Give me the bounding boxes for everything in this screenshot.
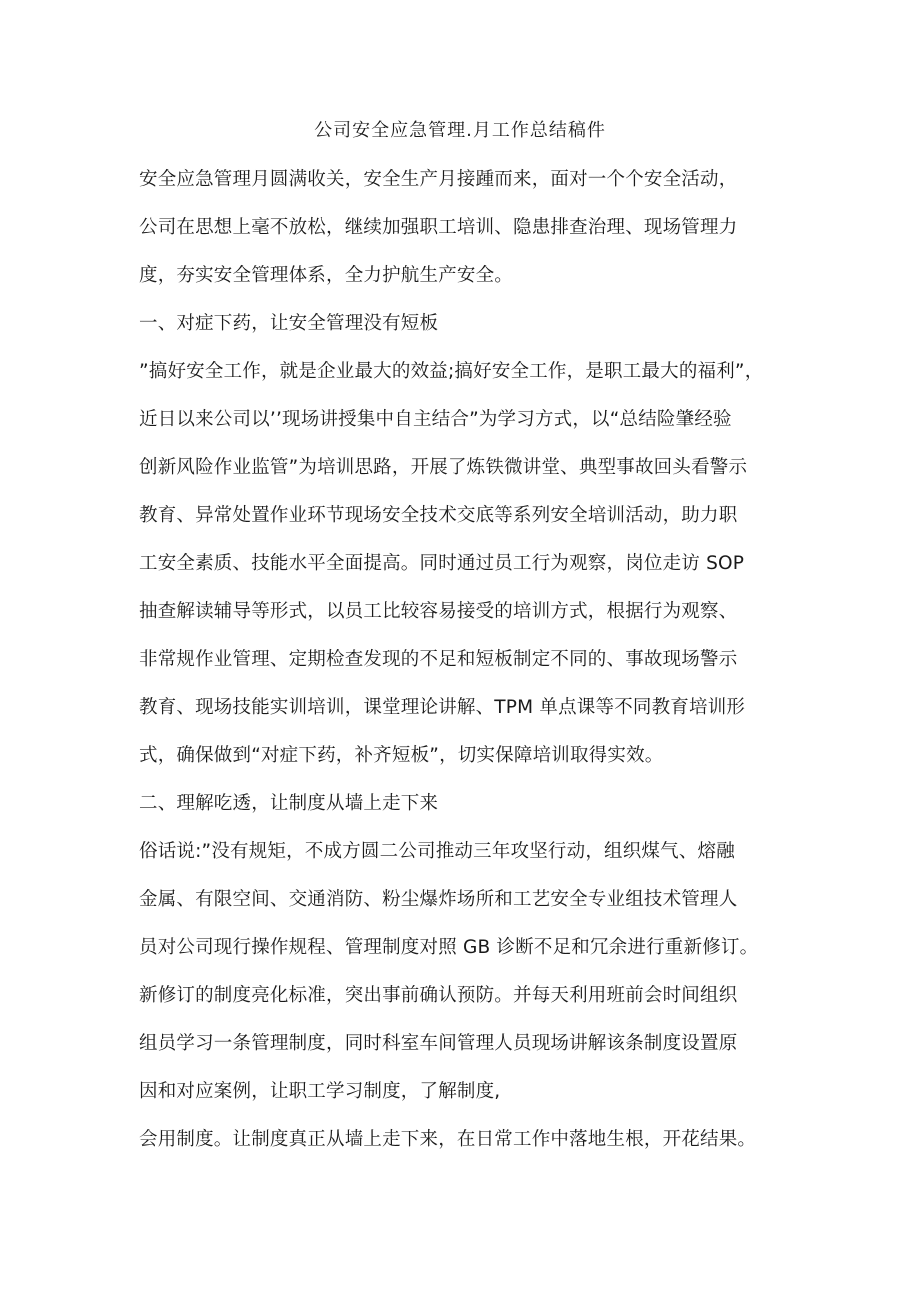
text-line: 安全应急管理月圆满收关，安全生产月接踵而来，面对一个个安全活动， (139, 169, 738, 190)
text-line: 非常规作业管理、定期检查发现的不足和短板制定不同的、事故现场警示 (139, 649, 738, 670)
text-line: 金属、有限空间、交通消防、粉尘爆炸场所和工艺安全专业组技术管理人 (139, 889, 738, 910)
text-line: 组员学习一条管理制度，同时科室车间管理人员现场讲解该条制度设置原 (139, 1033, 738, 1054)
text-line: 抽查解读辅导等形式，以员工比较容易接受的培训方式，根据行为观察、 (139, 601, 738, 622)
document-body (139, 165, 799, 1173)
text-line: ”搞好安全工作，就是企业最大的效益;搞好安全工作，是职工最大的福利”， (139, 361, 764, 382)
text-line: 教育、异常处置作业环节现场安全技术交底等系列安全培训活动，助力职 (139, 505, 738, 526)
text-line: 式，确保做到“对症下药，补齐短板”，切实保障培训取得实效。 (139, 745, 664, 766)
text-line: 员对公司现行操作规程、管理制度对照 GB 诊断不足和冗余进行重新修订。 (139, 937, 759, 958)
text-line: 度，夯实安全管理体系，全力护航生产安全。 (139, 265, 514, 286)
text-line: 新修订的制度亮化标准，突出事前确认预防。并每天利用班前会时间组织 (139, 985, 738, 1006)
text-line: 俗话说:”没有规矩，不成方圆二公司推动三年攻坚行动，组织煤气、熔融 (139, 841, 735, 862)
text-line: 教育、现场技能实训培训，课堂理论讲解、TPM 单点课等不同教育培训形 (139, 697, 746, 718)
text-line: 近日以来公司以’’现场讲授集中自主结合”为学习方式，以“总结险肇经验 (139, 409, 732, 430)
text-line: 因和对应案例，让职工学习制度，了解制度, (139, 1081, 501, 1102)
document-title: 公司安全应急管理.月工作总结稿件 (314, 120, 606, 141)
text-line: 公司在思想上毫不放松，继续加强职工培训、隐患排查治理、现场管理力 (139, 217, 738, 238)
text-line: 会用制度。让制度真正从墙上走下来，在日常工作中落地生根，开花结果。 (139, 1129, 757, 1150)
section-heading-1: 一、对症下药，让安全管理没有短板 (139, 313, 439, 334)
text-line: 创新风险作业监管”为培训思路，开展了炼铁微讲堂、典型事故回头看警示 (139, 457, 748, 478)
section-heading-2: 二、理解吃透，让制度从墙上走下来 (139, 793, 439, 814)
text-line: 工安全素质、技能水平全面提高。同时通过员工行为观察，岗位走访 SOP (139, 553, 745, 574)
